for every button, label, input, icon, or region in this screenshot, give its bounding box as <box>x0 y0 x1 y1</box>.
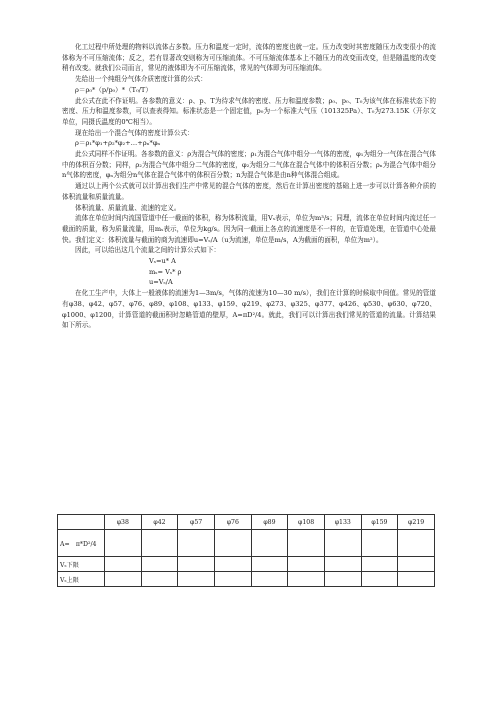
table-cell <box>178 572 215 587</box>
table-cell <box>105 530 142 557</box>
paragraph-intro: 化工过程中所处理的物料以流体占多数。压力和温度一定时，流体的密度也就一定。压力改变时其密度随压力改变很小的流体称为不可压缩流体；反之，若有显著改变则称为可压缩流体。不可压缩流体基本上不随压力的改变而改变，但是随温度的改变稍有改变。就我们公司而言，常见的液体即为不可压缩流体，常见的气体即为可压缩流体。 <box>62 43 436 73</box>
table-cell <box>141 557 178 572</box>
paragraph-flow-definitions: 流体在单位时间内流国管道中任一截面的体积，称为体积流量，用Vₛ表示，单位为m³/s；同理，流体在单位时间内流过任一截面的质量，称为质量流量，用mₛ表示，单位为kg/s。因为同一截面上各点的流速度是不一样的，在管道处理，在管道中心处最快。我们定义：体积流量与截面的商为流速即u=Vₛ/A（u为流速，单位是m/s，A为截面的面积，单位为m²）。 <box>62 214 436 244</box>
table-cell <box>288 557 325 572</box>
table-header-cell: φ76 <box>214 515 251 530</box>
table-cell <box>178 530 215 557</box>
table-cell <box>361 557 398 572</box>
pipe-flow-table <box>57 514 435 587</box>
paragraph-flow-definitions-heading: 体积流量、质量流量、流速的定义。 <box>75 203 181 212</box>
table-header-cell: φ219 <box>398 515 435 530</box>
table-cell <box>361 572 398 587</box>
paragraph-density-use: 通过以上两个公式就可以计算出我们生产中常见的混合气体的密度，然后在计算出密度的基础上进一步可以计算各种介质的体积流量和质量流量。 <box>62 182 436 201</box>
table-cell <box>214 557 251 572</box>
paragraph-pipe-sizes: 在化工生产中，大体上一般液体的流速为1—3m/s，气体的流速为10—30 m/s），我们在计算的时候取中间值。常见的管道有φ38、φ42、φ57、φ76、φ89、φ108、φ133、φ159、φ219、φ273、φ325、φ377、φ426、φ530、φ630、φ720、φ1000、φ1200，计算管道的截面积时忽略管道的壁厚，A=πD²/4。就此，我们可以计算出我们常见的管道的流量。计算结果如下所示。 <box>62 289 436 330</box>
table-cell <box>251 530 288 557</box>
table-cell <box>324 557 361 572</box>
formula-pure-gas-density: ρ＝ρ₀*（p/p₀）*（T₀/T） <box>75 85 152 94</box>
table-row-label-upper: Vₛ上限 <box>58 572 105 587</box>
table-cell <box>251 572 288 587</box>
table-header-cell: φ133 <box>324 515 361 530</box>
table-row <box>58 572 435 587</box>
table-corner-cell <box>58 515 105 530</box>
table-header-row <box>58 515 435 530</box>
table-cell <box>288 572 325 587</box>
table-cell <box>398 530 435 557</box>
table-cell <box>324 530 361 557</box>
paragraph-mixed-gas-lead: 现在给出一个混合气体的密度计算公式： <box>75 128 194 137</box>
table-header-cell: φ108 <box>288 515 325 530</box>
table-cell <box>324 572 361 587</box>
paragraph-formulas-lead: 因此，可以给出这几个流量之间的计算公式如下： <box>75 246 221 255</box>
table-cell <box>361 530 398 557</box>
table-header-cell: φ89 <box>251 515 288 530</box>
table-cell <box>288 530 325 557</box>
document-body <box>62 42 436 331</box>
table-row-label-area: A= π*D²/4 <box>58 530 105 557</box>
paragraph-pure-gas-params: 此公式在此不作证明。各参数的意义：ρ、p、T为待求气体的密度、压力和温度参数；ρ₀、p₀、T₀为该气体在标准状态下的密度、压力和温度参数，可以查表得知。标准状态是一个固定值，p₀为一个标准大气压（101325Pa）、T₀为273.15K（开尔文单位，同摄氏温度的0℃相当）。 <box>62 96 436 126</box>
table-cell <box>251 557 288 572</box>
table-cell <box>398 572 435 587</box>
paragraph-pure-gas-lead: 先给出一个纯组分气体介质密度计算的公式： <box>75 75 207 84</box>
table-cell <box>214 572 251 587</box>
table-header-cell: φ42 <box>141 515 178 530</box>
table-header-cell: φ159 <box>361 515 398 530</box>
table-cell <box>214 530 251 557</box>
paragraph-mixed-gas-params: 此公式同样不作证明。各参数的意义：ρ为混合气体的密度；ρ₁为混合气体中组分一气体的密度，φ₁为组分一气体在混合气体中的体积百分数；同样，ρ₂为混合气体中组分二气体的密度，φ₂为组分二气体在混合气体中的体积百分数；ρₙ为混合气体中组分n气体的密度，φₙ为组分n气体在混合气体中的体积百分数；n为混合气体是由n种气体混合组成。 <box>62 150 436 180</box>
table-cell <box>105 572 142 587</box>
table-header-cell: φ57 <box>178 515 215 530</box>
table-cell <box>105 557 142 572</box>
formula-volume-flow: Vₛ=u* A <box>149 257 176 266</box>
table-header-cell: φ38 <box>105 515 142 530</box>
table-cell <box>141 530 178 557</box>
formula-mass-flow: mₛ= Vₛ* ρ <box>149 267 182 276</box>
formula-mixed-gas-density: ρ＝ρ₁*φ₁+ρ₂*φ₂+…+ρₙ*φₙ <box>75 139 161 148</box>
table-cell <box>178 557 215 572</box>
table-cell <box>398 557 435 572</box>
table-row-label-lower: Vₛ下限 <box>58 557 105 572</box>
table-row <box>58 557 435 572</box>
table-cell <box>141 572 178 587</box>
formula-velocity: u=Vₛ/A <box>149 278 173 287</box>
table-row <box>58 530 435 557</box>
